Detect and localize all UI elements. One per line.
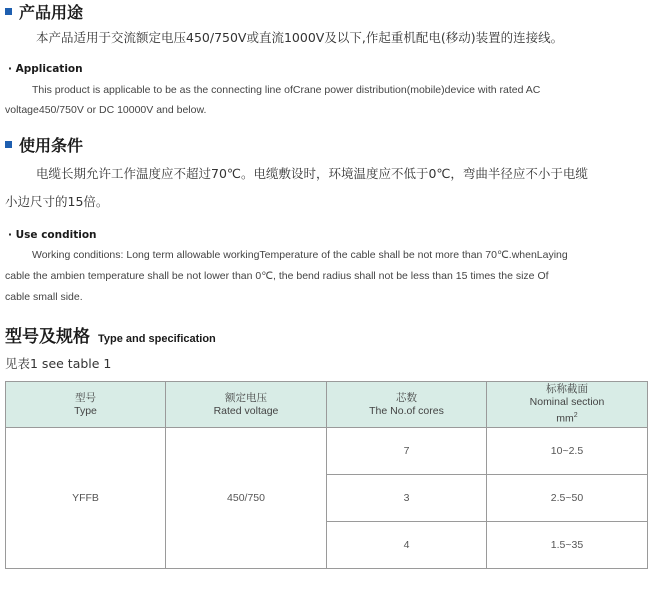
- header-section-unit: [487, 409, 647, 426]
- header-type-cn: 型号: [75, 391, 96, 404]
- header-section-cn: 标称截面: [546, 383, 588, 396]
- header-voltage-cn: 额定电压: [225, 391, 267, 404]
- header-voltage-en: Rated voltage: [213, 404, 279, 417]
- bullet-square-icon: [5, 8, 12, 15]
- cell-section: 10~2.5: [487, 428, 648, 475]
- cell-voltage: 450/750: [166, 428, 327, 569]
- header-type-en: Type: [74, 404, 97, 417]
- header-section-en: Nominal section: [529, 396, 605, 409]
- header-section-unit-base: mm: [556, 412, 574, 425]
- usage-body-cn: 本产品适用于交流额定电压450/750V或直流1000V及以下,作起重机配电(移动)装置的连接线。: [36, 30, 564, 45]
- conditions-body-cn-line1: 电缆长期允许工作温度应不超过70℃。电缆敷设时，环境温度应不低于0℃，弯曲半径应不小于电缆: [36, 166, 588, 181]
- use-condition-body-line2: cable the ambien temperature shall be not lower than 0℃, the bend radius shall not be less than 15 times the size Of: [5, 270, 549, 282]
- usage-heading: [5, 0, 83, 23]
- spec-heading: [5, 322, 216, 347]
- use-condition-body-line3: cable small side.: [5, 291, 83, 303]
- header-cores: [327, 382, 487, 428]
- spec-title-cn: 型号及规格: [5, 327, 90, 347]
- table-header-row: [6, 382, 648, 428]
- cell-section: 2.5~50: [487, 475, 648, 522]
- application-body-line2: voltage450/750V or DC 10000V and below.: [5, 104, 207, 116]
- header-section-unit-sup: 2: [573, 412, 578, 420]
- spec-table: [5, 381, 648, 569]
- see-table-note: 见表1 see table 1: [5, 356, 112, 371]
- use-condition-heading: · Use condition: [8, 229, 97, 241]
- conditions-heading: [5, 133, 83, 156]
- conditions-title: 使用条件: [19, 136, 84, 155]
- application-heading: · Application: [8, 63, 83, 75]
- application-body-line1: This product is applicable to be as the connecting line ofCrane power distribution(mobile)device with rated AC: [32, 84, 541, 96]
- bullet-square-icon: [5, 141, 12, 148]
- header-voltage: [166, 382, 327, 428]
- cell-cores: 4: [327, 522, 487, 569]
- header-cores-en: The No.of cores: [369, 404, 444, 417]
- cell-cores: 3: [327, 475, 487, 522]
- header-section: [487, 382, 648, 428]
- cell-type: YFFB: [6, 428, 166, 569]
- use-condition-body-line1: Working conditions: Long term allowable workingTemperature of the cable shall be not more than 70℃.whenLaying: [32, 249, 568, 261]
- spec-title-en: Type and specification: [98, 333, 216, 345]
- cell-cores: 7: [327, 428, 487, 475]
- cell-section: 1.5~35: [487, 522, 648, 569]
- header-type: [6, 382, 166, 428]
- usage-title: 产品用途: [19, 3, 84, 22]
- table-row: [6, 428, 648, 475]
- header-cores-cn: 芯数: [396, 391, 417, 404]
- conditions-body-cn-line2: 小边尺寸的15倍。: [5, 194, 109, 209]
